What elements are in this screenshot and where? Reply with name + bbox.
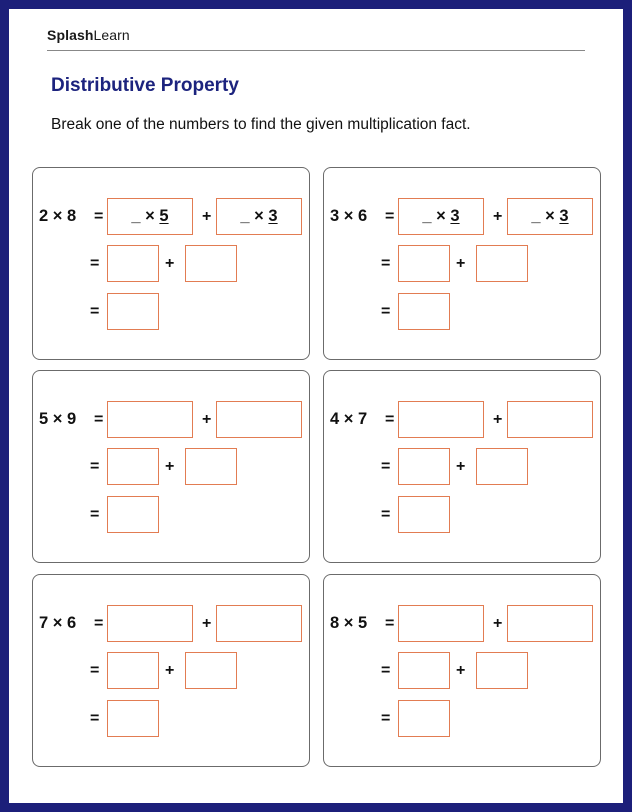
problem-fact: 7 × 6 xyxy=(39,614,77,632)
answer-box-product-2[interactable] xyxy=(476,245,528,282)
answer-box-product-2[interactable] xyxy=(185,245,237,282)
answer-box-term-1[interactable] xyxy=(398,401,484,438)
problem-fact: 4 × 7 xyxy=(330,410,368,428)
answer-box-term-2[interactable] xyxy=(216,605,302,642)
plus-sign: + xyxy=(165,255,175,272)
equals-sign: = xyxy=(90,255,100,272)
plus-sign: + xyxy=(493,411,503,428)
problem-fact: 2 × 8 xyxy=(39,207,77,225)
equals-sign: = xyxy=(94,615,104,632)
answer-box-term-2[interactable]: _ × 3 xyxy=(507,198,593,235)
answer-box-product-2[interactable] xyxy=(476,652,528,689)
equals-sign: = xyxy=(385,615,395,632)
plus-sign: + xyxy=(456,662,466,679)
plus-sign: + xyxy=(493,208,503,225)
problem-fact: 8 × 5 xyxy=(330,614,368,632)
plus-sign: + xyxy=(165,458,175,475)
equals-sign: = xyxy=(94,208,104,225)
answer-box-total[interactable] xyxy=(398,496,450,533)
equals-sign: = xyxy=(381,458,391,475)
answer-box-product-1[interactable] xyxy=(107,245,159,282)
answer-box-product-1[interactable] xyxy=(107,652,159,689)
problem-fact: 3 × 6 xyxy=(330,207,368,225)
problem-card-5 xyxy=(32,574,310,767)
header-divider xyxy=(47,50,585,51)
plus-sign: + xyxy=(456,458,466,475)
answer-box-term-1[interactable]: _ × 5 xyxy=(107,198,193,235)
brand-logo: SplashLearn xyxy=(47,27,130,43)
equals-sign: = xyxy=(381,506,391,523)
answer-box-term-1[interactable] xyxy=(107,401,193,438)
answer-box-total[interactable] xyxy=(107,496,159,533)
answer-box-product-2[interactable] xyxy=(185,448,237,485)
plus-sign: + xyxy=(202,411,212,428)
problem-fact: 5 × 9 xyxy=(39,410,77,428)
plus-sign: + xyxy=(456,255,466,272)
answer-box-product-1[interactable] xyxy=(398,245,450,282)
equals-sign: = xyxy=(381,710,391,727)
answer-box-product-2[interactable] xyxy=(476,448,528,485)
problem-card-1 xyxy=(32,167,310,360)
answer-box-term-2[interactable]: _ × 3 xyxy=(216,198,302,235)
answer-box-term-2[interactable] xyxy=(216,401,302,438)
equals-sign: = xyxy=(385,411,395,428)
problem-card-4 xyxy=(323,370,601,563)
answer-box-total[interactable] xyxy=(398,293,450,330)
answer-box-term-2[interactable] xyxy=(507,401,593,438)
answer-box-total[interactable] xyxy=(398,700,450,737)
equals-sign: = xyxy=(381,255,391,272)
problem-card-6 xyxy=(323,574,601,767)
answer-box-term-1[interactable] xyxy=(107,605,193,642)
page-title: Distributive Property xyxy=(51,75,239,96)
equals-sign: = xyxy=(90,303,100,320)
equals-sign: = xyxy=(90,710,100,727)
answer-box-product-1[interactable] xyxy=(107,448,159,485)
problem-card-2 xyxy=(323,167,601,360)
answer-box-product-1[interactable] xyxy=(398,448,450,485)
answer-box-product-1[interactable] xyxy=(398,652,450,689)
problem-card-3 xyxy=(32,370,310,563)
plus-sign: + xyxy=(202,615,212,632)
answer-box-total[interactable] xyxy=(107,700,159,737)
plus-sign: + xyxy=(202,208,212,225)
equals-sign: = xyxy=(90,506,100,523)
equals-sign: = xyxy=(90,662,100,679)
answer-box-total[interactable] xyxy=(107,293,159,330)
worksheet-page xyxy=(9,9,623,803)
plus-sign: + xyxy=(165,662,175,679)
equals-sign: = xyxy=(385,208,395,225)
answer-box-term-2[interactable] xyxy=(507,605,593,642)
answer-box-term-1[interactable] xyxy=(398,605,484,642)
answer-box-product-2[interactable] xyxy=(185,652,237,689)
equals-sign: = xyxy=(381,662,391,679)
plus-sign: + xyxy=(493,615,503,632)
instructions: Break one of the numbers to find the given multiplication fact. xyxy=(51,116,471,133)
equals-sign: = xyxy=(94,411,104,428)
equals-sign: = xyxy=(381,303,391,320)
answer-box-term-1[interactable]: _ × 3 xyxy=(398,198,484,235)
equals-sign: = xyxy=(90,458,100,475)
